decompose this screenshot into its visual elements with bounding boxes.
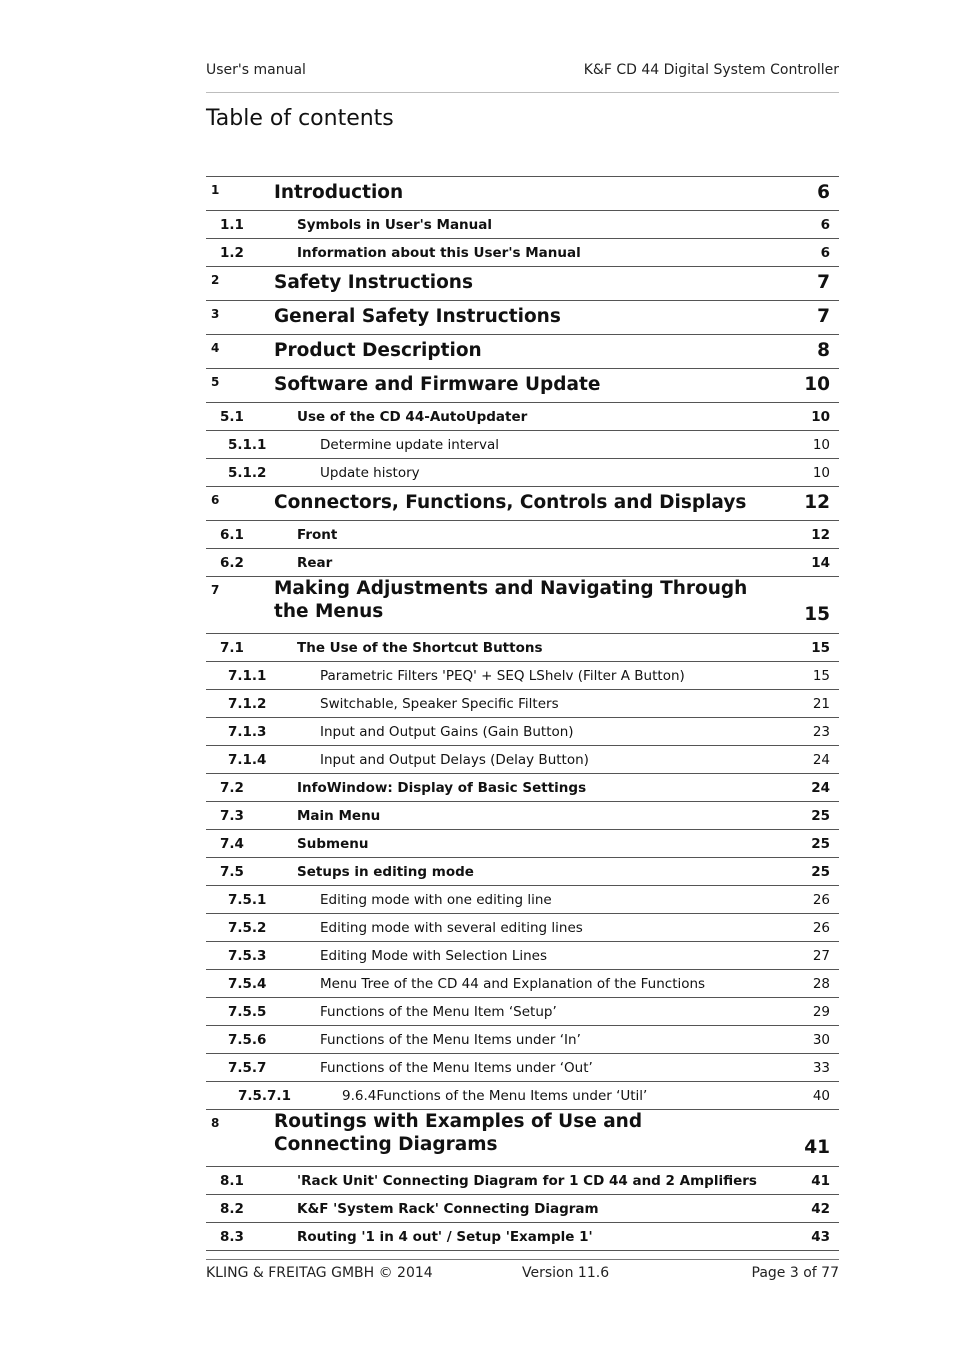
- toc-entry-title[interactable]: Main Menu: [297, 808, 381, 824]
- toc-entry-page: 21: [812, 696, 830, 712]
- toc-entry-page: 41: [811, 1173, 830, 1189]
- toc-entry-number: 6.2: [220, 555, 244, 571]
- toc-entry[interactable]: [206, 369, 839, 403]
- footer-version-text: Version 11.6: [522, 1265, 610, 1281]
- toc-entry[interactable]: [206, 335, 839, 369]
- toc-entry[interactable]: [206, 521, 839, 549]
- toc-entry-title[interactable]: Use of the CD 44-AutoUpdater: [297, 409, 528, 425]
- toc-entry-title[interactable]: Editing Mode with Selection Lines: [320, 948, 547, 964]
- toc-entry[interactable]: [206, 998, 839, 1026]
- toc-entry-title[interactable]: Safety Instructions: [274, 272, 473, 293]
- toc-entry-title[interactable]: The Use of the Shortcut Buttons: [297, 640, 543, 656]
- toc-entry[interactable]: [206, 177, 839, 211]
- toc-entry-number: 5.1.2: [228, 465, 267, 481]
- toc-entry[interactable]: [206, 830, 839, 858]
- toc-entry-page: 25: [811, 836, 830, 852]
- toc-entry-number: 7.3: [220, 808, 244, 824]
- toc-entry-number: 7.5.5: [228, 1004, 267, 1020]
- toc-entry-number: 7.1.4: [228, 752, 267, 768]
- toc-entry-title[interactable]: Software and Firmware Update: [274, 374, 601, 395]
- toc-entry-title[interactable]: Rear: [297, 555, 333, 571]
- toc-entry-title[interactable]: Parametric Filters 'PEQ' + SEQ LShelv (Filter A Button): [320, 668, 685, 684]
- toc-entry-title[interactable]: General Safety Instructions: [274, 306, 561, 327]
- toc-entry-number: 6.1: [220, 527, 244, 543]
- toc-entry-page: 8: [817, 340, 830, 361]
- toc-entry-number: 7.2: [220, 780, 244, 796]
- toc-entry[interactable]: [206, 1082, 839, 1110]
- toc-entry-title[interactable]: Functions of the Menu Item ‘Setup’: [320, 1004, 557, 1020]
- toc-entry[interactable]: [206, 239, 839, 267]
- toc-entry-title[interactable]: Input and Output Delays (Delay Button): [320, 752, 589, 768]
- toc-entry-page: 42: [811, 1201, 830, 1217]
- toc-entry[interactable]: [206, 662, 839, 690]
- toc-entry-title[interactable]: Menu Tree of the CD 44 and Explanation of the Functions: [320, 976, 706, 992]
- toc-entry-page: 33: [812, 1060, 830, 1076]
- toc-entry-page: 14: [811, 555, 830, 571]
- toc-entry-title[interactable]: Introduction: [274, 182, 404, 203]
- toc-entry-title[interactable]: Editing mode with several editing lines: [320, 920, 583, 936]
- toc-entry-number: 8.1: [220, 1173, 244, 1189]
- toc-entry-page: 15: [812, 668, 830, 684]
- toc-entry[interactable]: [206, 211, 839, 239]
- toc-entry-page: 6: [817, 182, 830, 203]
- toc-entry[interactable]: [206, 459, 839, 487]
- toc-entry-title[interactable]: Symbols in User's Manual: [297, 217, 493, 233]
- toc-entry[interactable]: [206, 487, 839, 521]
- toc-entry-page: 43: [811, 1229, 830, 1245]
- toc-entry-number: 7.4: [220, 836, 244, 852]
- toc-entry-number: 5.1.1: [228, 437, 267, 453]
- toc-entry[interactable]: [206, 267, 839, 301]
- toc-entry-page: 6: [820, 245, 830, 261]
- toc-entry-title[interactable]: Submenu: [297, 836, 369, 852]
- toc-entry-page: 26: [812, 892, 830, 908]
- toc-entry-title[interactable]: K&F 'System Rack' Connecting Diagram: [297, 1201, 599, 1217]
- page-footer: [206, 1259, 839, 1290]
- toc-entry[interactable]: [206, 634, 839, 662]
- toc-entry[interactable]: [206, 1167, 839, 1195]
- toc-entry-page: 6: [820, 217, 830, 233]
- toc-entry-title[interactable]: Making Adjustments and Navigating Through the Menus: [274, 578, 748, 622]
- footer-page-number: Page 3 of 77: [751, 1265, 839, 1281]
- toc-entry[interactable]: [206, 1026, 839, 1054]
- toc-entry-number: 1.1: [220, 217, 244, 233]
- toc-entry-page: 25: [811, 808, 830, 824]
- toc-entry[interactable]: [206, 1195, 839, 1223]
- toc-entry-number: 7.5.3: [228, 948, 267, 964]
- toc-entry-title[interactable]: Functions of the Menu Items under ‘Out’: [320, 1060, 593, 1076]
- toc-entry-title[interactable]: Editing mode with one editing line: [320, 892, 552, 908]
- toc-entry[interactable]: [206, 802, 839, 830]
- toc-entry[interactable]: [206, 858, 839, 886]
- toc-entry-number: 7.5.4: [228, 976, 267, 992]
- toc-entry-number: 7.5.1: [228, 892, 267, 908]
- toc-entry-title[interactable]: Functions of the Menu Items under ‘In’: [320, 1032, 581, 1048]
- toc-entry-title[interactable]: Routings with Examples of Use and Connecting Diagrams: [274, 1111, 643, 1155]
- toc-entry[interactable]: [206, 431, 839, 459]
- toc-entry-page: 40: [812, 1088, 830, 1104]
- toc-entry[interactable]: [206, 301, 839, 335]
- toc-entry-number: 7.1: [220, 640, 244, 656]
- toc-entry-page: 29: [812, 1004, 830, 1020]
- table-of-contents: [206, 176, 839, 1251]
- toc-entry-number: 7.5.7: [228, 1060, 267, 1076]
- page-title: Table of contents: [206, 106, 394, 131]
- toc-entry-title[interactable]: Product Description: [274, 340, 482, 361]
- toc-entry-page: 26: [812, 920, 830, 936]
- toc-entry-page: 10: [811, 409, 830, 425]
- toc-entry[interactable]: [206, 774, 839, 802]
- toc-entry-title[interactable]: 9.6.4Functions of the Menu Items under ‘Util’: [342, 1088, 648, 1104]
- toc-entry-title[interactable]: 'Rack Unit' Connecting Diagram for 1 CD 44 and 2 Amplifiers: [297, 1173, 757, 1189]
- toc-entry[interactable]: [206, 1054, 839, 1082]
- toc-entry-number: 1.2: [220, 245, 244, 261]
- toc-entry-title[interactable]: Update history: [320, 465, 420, 481]
- toc-entry-page: 24: [812, 752, 830, 768]
- toc-entry-page: 41: [804, 1137, 830, 1158]
- toc-entry-title[interactable]: Input and Output Gains (Gain Button): [320, 724, 574, 740]
- toc-entry-number: 4: [211, 341, 220, 355]
- toc-entry-number: 7.5.6: [228, 1032, 267, 1048]
- toc-entry-number: 8.3: [220, 1229, 244, 1245]
- toc-entry-title[interactable]: Connectors, Functions, Controls and Displays: [274, 492, 747, 513]
- toc-entry-page: 25: [811, 864, 830, 880]
- toc-entry[interactable]: [206, 690, 839, 718]
- toc-entry[interactable]: [206, 942, 839, 970]
- toc-entry-number: 7.1.2: [228, 696, 267, 712]
- toc-entry-page: 30: [812, 1032, 830, 1048]
- footer-company-text: KLING & FREITAG GMBH © 2014: [206, 1265, 433, 1281]
- toc-entry-page: 15: [804, 604, 830, 625]
- toc-entry-page: 27: [812, 948, 830, 964]
- header-right-text: K&F CD 44 Digital System Controller: [583, 62, 839, 78]
- toc-entry-title[interactable]: Information about this User's Manual: [297, 245, 581, 261]
- toc-entry-page: 10: [804, 374, 830, 395]
- toc-entry-number: 1: [211, 183, 220, 197]
- header-left-text: User's manual: [206, 62, 306, 78]
- toc-entry-number: 7: [211, 583, 220, 597]
- toc-entry-number: 2: [211, 273, 220, 287]
- toc-entry-page: 12: [811, 527, 830, 543]
- toc-entry[interactable]: [206, 549, 839, 577]
- toc-entry[interactable]: [206, 1223, 839, 1251]
- toc-entry[interactable]: [206, 914, 839, 942]
- toc-entry-title[interactable]: Determine update interval: [320, 437, 499, 453]
- toc-entry-number: 7.5.2: [228, 920, 267, 936]
- toc-entry-number: 7.5: [220, 864, 244, 880]
- toc-entry[interactable]: [206, 1110, 839, 1167]
- toc-entry-page: 7: [817, 272, 830, 293]
- toc-entry-page: 28: [812, 976, 830, 992]
- toc-entry-number: 7.1.3: [228, 724, 267, 740]
- toc-entry-title[interactable]: Setups in editing mode: [297, 864, 474, 880]
- toc-entry-number: 6: [211, 493, 220, 507]
- toc-entry-page: 7: [817, 306, 830, 327]
- toc-entry-title[interactable]: InfoWindow: Display of Basic Settings: [297, 780, 587, 796]
- toc-entry-number: 7.5.7.1: [238, 1088, 291, 1104]
- toc-entry-number: 5.1: [220, 409, 244, 425]
- toc-entry[interactable]: [206, 746, 839, 774]
- toc-entry[interactable]: [206, 403, 839, 431]
- toc-entry[interactable]: [206, 886, 839, 914]
- toc-entry-number: 3: [211, 307, 220, 321]
- toc-entry-number: 8.2: [220, 1201, 244, 1217]
- toc-entry-page: 23: [812, 724, 830, 740]
- toc-entry[interactable]: [206, 718, 839, 746]
- toc-entry-number: 7.1.1: [228, 668, 267, 684]
- toc-entry-page: 12: [804, 492, 830, 513]
- toc-entry-page: 10: [812, 437, 830, 453]
- toc-entry-page: 24: [811, 780, 830, 796]
- toc-entry-number: 5: [211, 375, 220, 389]
- page-header: [206, 60, 839, 93]
- toc-entry[interactable]: [206, 970, 839, 998]
- toc-entry-number: 8: [211, 1116, 220, 1130]
- toc-entry[interactable]: [206, 577, 839, 634]
- toc-entry-title[interactable]: Routing '1 in 4 out' / Setup 'Example 1': [297, 1229, 593, 1245]
- toc-entry-page: 15: [811, 640, 830, 656]
- toc-entry-title[interactable]: Front: [297, 527, 338, 543]
- toc-entry-page: 10: [812, 465, 830, 481]
- toc-entry-title[interactable]: Switchable, Speaker Specific Filters: [320, 696, 559, 712]
